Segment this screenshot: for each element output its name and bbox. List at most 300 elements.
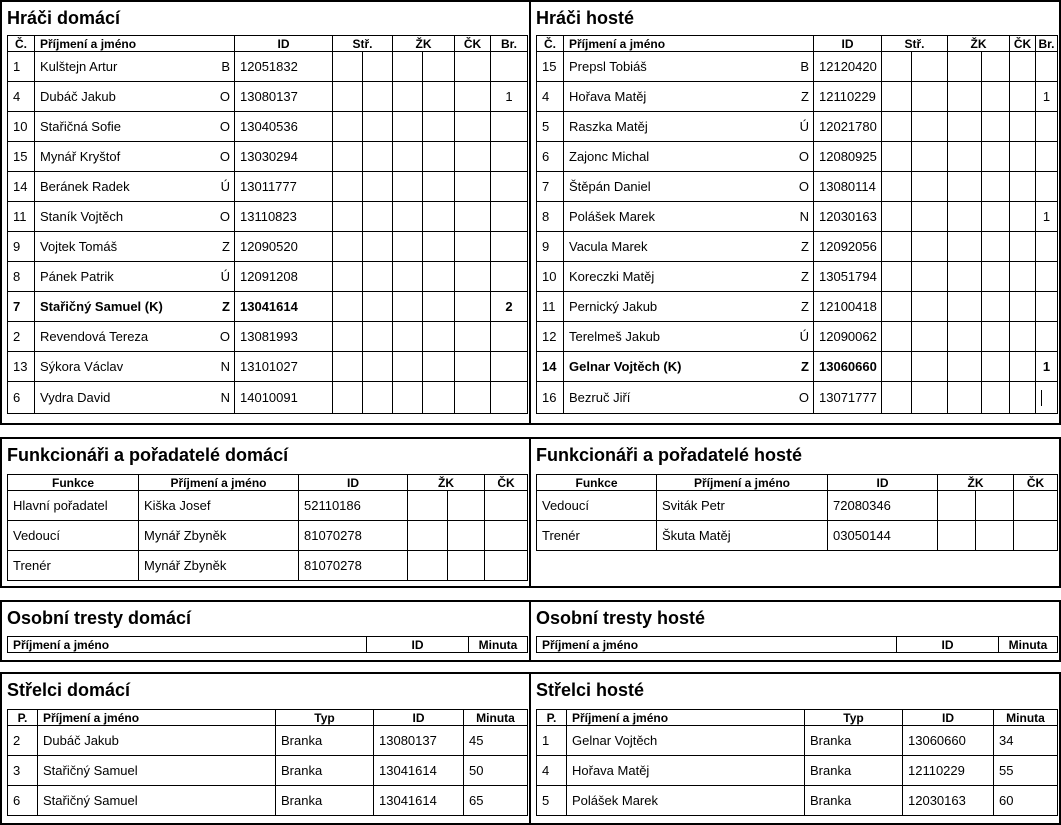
table-row [537,202,1058,232]
col-id: ID [897,637,999,653]
cell-goals-a[interactable] [882,322,912,352]
player-br [1036,232,1058,262]
cell-yellow-a[interactable] [948,202,982,232]
cell-goals-a[interactable] [333,52,363,82]
cell-goals-b[interactable] [912,322,948,352]
cell-goals-a[interactable] [882,112,912,142]
player-br: 1 [491,82,528,112]
player-br: 2 [491,292,528,322]
cell-yellow-b[interactable] [448,551,485,581]
away-players-title: Hráči hosté [536,8,635,28]
cell-yellow-a[interactable] [948,112,982,142]
player-name: Hořava Matěj [564,82,784,112]
cell-goals-b[interactable] [363,262,393,292]
cell-red[interactable] [455,352,491,382]
player-number: 7 [8,292,35,322]
cell-goals-a[interactable] [333,202,363,232]
cell-yellow-b[interactable] [423,292,455,322]
col-yellow: ŽK [393,36,455,52]
col-minute: Minuta [464,710,528,726]
official-role: Trenér [537,521,657,551]
player-position: B [210,52,235,82]
scorer-minute: 65 [464,786,528,816]
home-scorers-panel [0,672,531,825]
cell-yellow-b[interactable] [982,172,1010,202]
cell-yellow-b[interactable] [423,352,455,382]
cell-yellow-b[interactable] [976,521,1014,551]
cell-red[interactable] [455,292,491,322]
table-row [537,521,1058,551]
player-id: 13041614 [235,292,333,322]
player-br [491,202,528,232]
scorer-id: 12110229 [903,756,994,786]
player-position: N [210,382,235,414]
cell-red[interactable] [1010,262,1036,292]
official-id: 81070278 [299,521,408,551]
scorer-id: 13041614 [374,786,464,816]
cell-red[interactable] [1014,521,1058,551]
cell-yellow-b[interactable] [423,172,455,202]
player-name: Sýkora Václav [35,352,210,382]
cell-goals-b[interactable] [363,292,393,322]
table-row [8,551,528,581]
cell-goals-b[interactable] [912,112,948,142]
away-penalties-panel [529,600,1061,662]
player-number: 8 [8,262,35,292]
cell-goals-b[interactable] [363,82,393,112]
cell-yellow-b[interactable] [982,292,1010,322]
player-id: 13080137 [235,82,333,112]
cell-goals-a[interactable] [333,142,363,172]
cell-red[interactable] [455,82,491,112]
cell-red[interactable] [1014,491,1058,521]
player-position: N [784,202,814,232]
cell-goals-b[interactable] [363,202,393,232]
table-row [537,322,1058,352]
col-red: ČK [455,36,491,52]
player-position: Ú [210,262,235,292]
col-name: Příjmení a jméno [139,475,299,491]
table-row [537,172,1058,202]
scorer-type: Branka [805,786,903,816]
cell-goals-a[interactable] [882,232,912,262]
cell-goals-a[interactable] [882,292,912,322]
cell-yellow-b[interactable] [423,382,455,414]
player-number: 8 [537,202,564,232]
scorer-name: Dubáč Jakub [38,726,276,756]
cell-red[interactable] [485,491,528,521]
cell-yellow-a[interactable] [948,172,982,202]
cell-goals-a[interactable] [333,172,363,202]
cell-yellow-a[interactable] [393,382,423,414]
player-br: 1 [1036,202,1058,232]
cell-red[interactable] [455,382,491,414]
cell-yellow-a[interactable] [408,491,448,521]
player-position: O [210,322,235,352]
player-id: 13081993 [235,322,333,352]
player-br [1036,262,1058,292]
table-row [537,726,1058,756]
scorer-minute: 55 [994,756,1058,786]
col-name: Příjmení a jméno [567,710,805,726]
cell-yellow-b[interactable] [423,322,455,352]
cell-goals-a[interactable] [333,82,363,112]
player-number: 4 [537,82,564,112]
away-scorers-panel [529,672,1061,825]
col-id: ID [903,710,994,726]
header-row [8,637,528,653]
col-red: ČK [485,475,528,491]
scorer-minute: 60 [994,786,1058,816]
table-row [8,726,528,756]
player-br [491,232,528,262]
cell-goals-b[interactable] [363,172,393,202]
player-id: 13060660 [814,352,882,382]
cell-red[interactable] [1010,292,1036,322]
cell-red[interactable] [1010,202,1036,232]
cell-red[interactable] [455,202,491,232]
cell-goals-a[interactable] [882,352,912,382]
cell-goals-b[interactable] [363,142,393,172]
cell-yellow-a[interactable] [393,172,423,202]
table-row [8,112,528,142]
col-no: Č. [537,36,564,52]
official-name: Kiška Josef [139,491,299,521]
cell-goals-a[interactable] [333,262,363,292]
cell-yellow-a[interactable] [948,142,982,172]
player-number: 9 [8,232,35,262]
away-scorers-table [536,709,1058,816]
col-role: Funkce [537,475,657,491]
cell-red[interactable] [1010,52,1036,82]
cell-goals-b[interactable] [912,142,948,172]
scorer-type: Branka [805,756,903,786]
official-id: 81070278 [299,551,408,581]
cell-yellow-a[interactable] [393,142,423,172]
col-name: Příjmení a jméno [38,710,276,726]
cell-goals-a[interactable] [333,112,363,142]
player-br [1036,142,1058,172]
player-br[interactable] [1036,382,1058,414]
player-id: 12030163 [814,202,882,232]
col-red: ČK [1010,36,1036,52]
home-penalties-table [7,636,528,653]
player-name: Terelmeš Jakub [564,322,784,352]
player-id: 13101027 [235,352,333,382]
cell-goals-a[interactable] [333,292,363,322]
player-id: 13011777 [235,172,333,202]
player-id: 12090062 [814,322,882,352]
col-name: Příjmení a jméno [537,637,897,653]
player-position: B [784,52,814,82]
table-row [8,756,528,786]
cell-goals-a[interactable] [333,382,363,414]
cell-red[interactable] [455,112,491,142]
cell-yellow-a[interactable] [948,82,982,112]
cell-goals-b[interactable] [912,202,948,232]
home-officials-panel [0,437,531,588]
cell-goals-b[interactable] [912,382,948,414]
cell-yellow-b[interactable] [423,82,455,112]
home-officials-body [8,491,528,581]
cell-yellow-b[interactable] [423,52,455,82]
cell-yellow-b[interactable] [982,112,1010,142]
cell-red[interactable] [1010,382,1036,414]
cell-goals-b[interactable] [363,232,393,262]
player-br [491,382,528,414]
home-officials-title: Funkcionáři a pořadatelé domácí [7,445,289,465]
home-penalties-title: Osobní tresty domácí [7,608,192,628]
cell-yellow-b[interactable] [982,202,1010,232]
cell-red[interactable] [455,172,491,202]
cell-yellow-a[interactable] [393,52,423,82]
cell-goals-a[interactable] [882,382,912,414]
cell-goals-a[interactable] [882,262,912,292]
cell-yellow-b[interactable] [448,491,485,521]
cell-yellow-b[interactable] [982,352,1010,382]
cell-yellow-a[interactable] [393,202,423,232]
player-br [491,322,528,352]
cell-goals-a[interactable] [333,322,363,352]
home-players-body [8,52,528,414]
cell-goals-a[interactable] [882,202,912,232]
cell-yellow-a[interactable] [938,521,976,551]
official-name: Škuta Matěj [657,521,828,551]
cell-red[interactable] [1010,112,1036,142]
home-penalties-panel [0,600,531,662]
player-id: 14010091 [235,382,333,414]
table-row [8,786,528,816]
cell-yellow-b[interactable] [423,262,455,292]
table-row [8,232,528,262]
col-role: Funkce [8,475,139,491]
scorer-minute: 50 [464,756,528,786]
cell-yellow-a[interactable] [408,521,448,551]
cell-yellow-b[interactable] [423,142,455,172]
cell-red[interactable] [455,232,491,262]
cell-yellow-b[interactable] [423,112,455,142]
cell-goals-b[interactable] [912,292,948,322]
cell-red[interactable] [455,52,491,82]
official-name: Mynář Zbyněk [139,551,299,581]
scorer-number: 2 [8,726,38,756]
col-goals: Stř. [882,36,948,52]
cell-yellow-a[interactable] [948,232,982,262]
cell-goals-a[interactable] [333,352,363,382]
cell-goals-b[interactable] [912,52,948,82]
cell-red[interactable] [1010,322,1036,352]
home-players-title: Hráči domácí [7,8,121,28]
cell-yellow-b[interactable] [976,491,1014,521]
cell-red[interactable] [1010,232,1036,262]
player-id: 12120420 [814,52,882,82]
cell-goals-b[interactable] [912,232,948,262]
cell-yellow-a[interactable] [948,322,982,352]
cell-yellow-a[interactable] [393,82,423,112]
player-id: 12092056 [814,232,882,262]
table-row [537,756,1058,786]
player-id: 13080114 [814,172,882,202]
cell-yellow-a[interactable] [948,262,982,292]
cell-yellow-a[interactable] [948,382,982,414]
official-role: Trenér [8,551,139,581]
scorer-name: Hořava Matěj [567,756,805,786]
player-name: Staník Vojtěch [35,202,210,232]
player-number: 10 [8,112,35,142]
cell-yellow-b[interactable] [982,262,1010,292]
cell-yellow-b[interactable] [423,202,455,232]
player-number: 10 [537,262,564,292]
col-id: ID [828,475,938,491]
table-row [8,352,528,382]
cell-yellow-a[interactable] [393,352,423,382]
cell-red[interactable] [1010,82,1036,112]
cell-yellow-a[interactable] [948,352,982,382]
col-br: Br. [1036,36,1058,52]
cell-goals-b[interactable] [363,382,393,414]
cell-red[interactable] [1010,142,1036,172]
player-id: 12091208 [235,262,333,292]
cell-yellow-a[interactable] [948,292,982,322]
col-yellow: ŽK [408,475,485,491]
cell-red[interactable] [1010,172,1036,202]
cell-goals-b[interactable] [363,352,393,382]
player-number: 1 [8,52,35,82]
table-row [8,52,528,82]
cell-red[interactable] [455,262,491,292]
player-position: Z [210,232,235,262]
cell-red[interactable] [455,322,491,352]
cell-yellow-b[interactable] [423,232,455,262]
col-yellow: ŽK [948,36,1010,52]
away-officials-body [537,491,1058,551]
cell-yellow-a[interactable] [948,52,982,82]
player-name: Gelnar Vojtěch (K) [564,352,784,382]
col-red: ČK [1014,475,1058,491]
cell-yellow-a[interactable] [393,112,423,142]
player-name: Beránek Radek [35,172,210,202]
cell-yellow-a[interactable] [393,322,423,352]
official-role: Vedoucí [8,521,139,551]
player-br [1036,292,1058,322]
player-name: Bezruč Jiří [564,382,784,414]
cell-goals-b[interactable] [912,262,948,292]
scorer-name: Stařičný Samuel [38,756,276,786]
col-br: Br. [491,36,528,52]
player-id: 12021780 [814,112,882,142]
player-name: Stařičný Samuel (K) [35,292,210,322]
player-position: O [784,172,814,202]
official-id: 03050144 [828,521,938,551]
cell-yellow-b[interactable] [982,232,1010,262]
player-name: Zajonc Michal [564,142,784,172]
player-position: Z [784,82,814,112]
table-row [8,292,528,322]
cell-goals-a[interactable] [882,172,912,202]
cell-goals-a[interactable] [882,52,912,82]
player-position: Z [210,292,235,322]
table-row [537,382,1058,414]
cell-yellow-b[interactable] [982,322,1010,352]
table-row [537,52,1058,82]
player-number: 12 [537,322,564,352]
player-br [1036,52,1058,82]
player-id: 12080925 [814,142,882,172]
cell-yellow-a[interactable] [393,232,423,262]
table-row [8,202,528,232]
header-row [537,475,1058,491]
player-position: Z [784,352,814,382]
cell-red[interactable] [485,551,528,581]
player-number: 5 [537,112,564,142]
cell-goals-b[interactable] [912,172,948,202]
table-row [537,491,1058,521]
cell-red[interactable] [455,142,491,172]
cell-goals-b[interactable] [363,322,393,352]
cell-yellow-a[interactable] [393,262,423,292]
away-players-panel [529,0,1061,425]
player-number: 2 [8,322,35,352]
table-row [537,82,1058,112]
cell-yellow-b[interactable] [448,521,485,551]
col-no: Č. [8,36,35,52]
away-players-body [537,52,1058,414]
scorer-id: 13060660 [903,726,994,756]
cell-yellow-b[interactable] [982,82,1010,112]
col-minute: Minuta [994,710,1058,726]
cell-goals-b[interactable] [912,352,948,382]
player-br: 1 [1036,352,1058,382]
table-row [8,491,528,521]
cell-goals-a[interactable] [882,82,912,112]
cell-goals-b[interactable] [912,82,948,112]
player-position: Z [784,232,814,262]
cell-goals-a[interactable] [882,142,912,172]
cell-yellow-a[interactable] [408,551,448,581]
table-row [8,322,528,352]
cell-goals-b[interactable] [363,112,393,142]
text-cursor [1041,390,1042,406]
player-br [1036,112,1058,142]
away-officials-table [536,474,1058,551]
scorer-id: 12030163 [903,786,994,816]
scorer-name: Stařičný Samuel [38,786,276,816]
player-number: 6 [537,142,564,172]
col-p: P. [8,710,38,726]
player-id: 12110229 [814,82,882,112]
header-row [8,710,528,726]
cell-red[interactable] [1010,352,1036,382]
cell-yellow-a[interactable] [393,292,423,322]
table-row [537,352,1058,382]
home-officials-table [7,474,528,581]
scorer-number: 6 [8,786,38,816]
cell-yellow-a[interactable] [938,491,976,521]
cell-red[interactable] [485,521,528,551]
cell-yellow-b[interactable] [982,142,1010,172]
col-id: ID [235,36,333,52]
cell-yellow-b[interactable] [982,382,1010,414]
cell-goals-b[interactable] [363,52,393,82]
player-name: Koreczki Matěj [564,262,784,292]
player-name: Dubáč Jakub [35,82,210,112]
player-number: 15 [8,142,35,172]
cell-yellow-b[interactable] [982,52,1010,82]
table-row [8,82,528,112]
cell-goals-a[interactable] [333,232,363,262]
table-row [537,292,1058,322]
table-row [8,262,528,292]
